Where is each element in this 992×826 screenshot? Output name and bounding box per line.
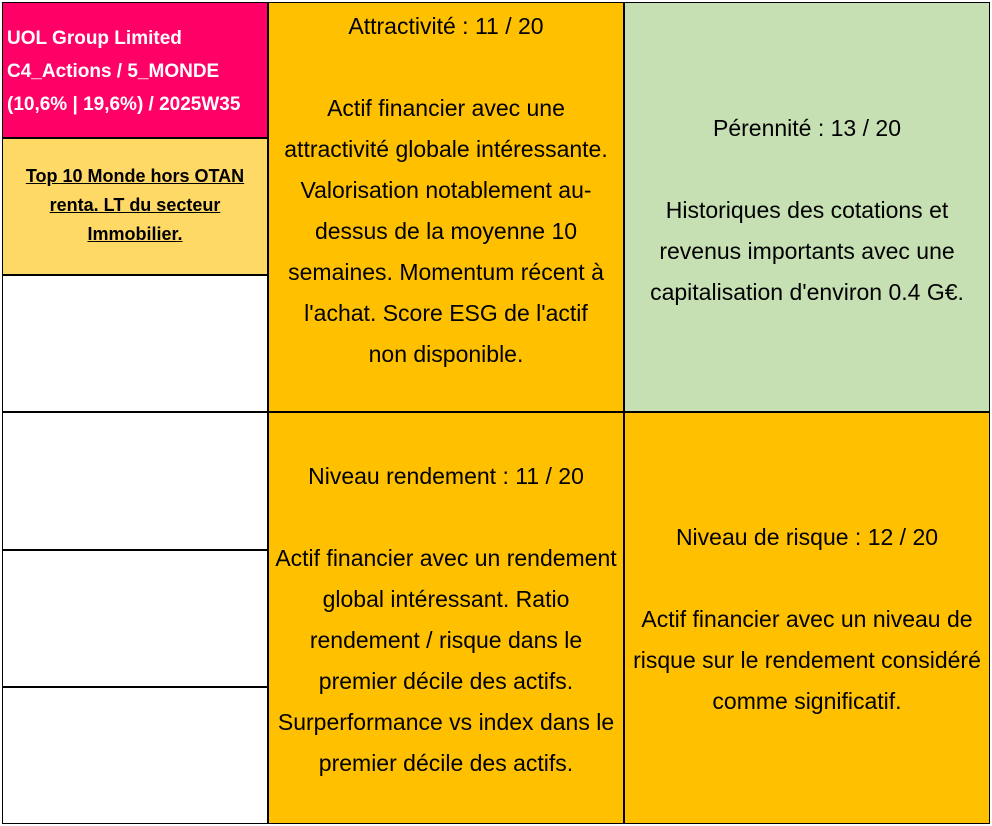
asset-performance-period: (10,6% | 19,6%) / 2025W35 xyxy=(7,94,241,115)
empty-cell xyxy=(2,550,268,687)
ranking-highlight-text: Top 10 Monde hors OTAN renta. LT du secteur Immobilier. xyxy=(25,166,245,244)
rendement-text: Actif financier avec un rendement global intéressant. Ratio rendement / risque dans le premier décile des actifs. Surperformance vs index dans le premier décile des actifs. xyxy=(275,545,617,776)
risque-title: Niveau de risque : 12 / 20 xyxy=(675,524,939,550)
attractivite-cell xyxy=(268,2,624,412)
attractivite-title: Attractivité : 11 / 20 xyxy=(348,13,544,39)
perennite-cell xyxy=(624,2,990,412)
risque-text: Actif financier avec un niveau de risque sur le rendement considéré comme significatif. xyxy=(633,606,981,714)
rendement-cell xyxy=(268,412,624,824)
ranking-highlight-cell xyxy=(2,138,268,275)
perennite-text: Historiques des cotations et revenus importants avec une capitalisation d'environ 0.4 G€. xyxy=(650,197,964,305)
asset-category: C4_Actions / 5_MONDE xyxy=(7,61,220,82)
empty-cell xyxy=(2,275,268,412)
perennite-title: Pérennité : 13 / 20 xyxy=(713,115,901,141)
empty-cell xyxy=(2,687,268,824)
empty-cell xyxy=(2,412,268,550)
asset-name: UOL Group Limited xyxy=(7,28,182,49)
risque-cell xyxy=(624,412,990,824)
rendement-title: Niveau rendement : 11 / 20 xyxy=(308,463,584,489)
asset-title-cell xyxy=(2,2,268,138)
attractivite-text: Actif financier avec une attractivité globale intéressante. Valorisation notablement au-dessus de la moyenne 10 semaines. Momentum récent à l'achat. Score ESG de l'actif non disponible. xyxy=(284,95,608,367)
